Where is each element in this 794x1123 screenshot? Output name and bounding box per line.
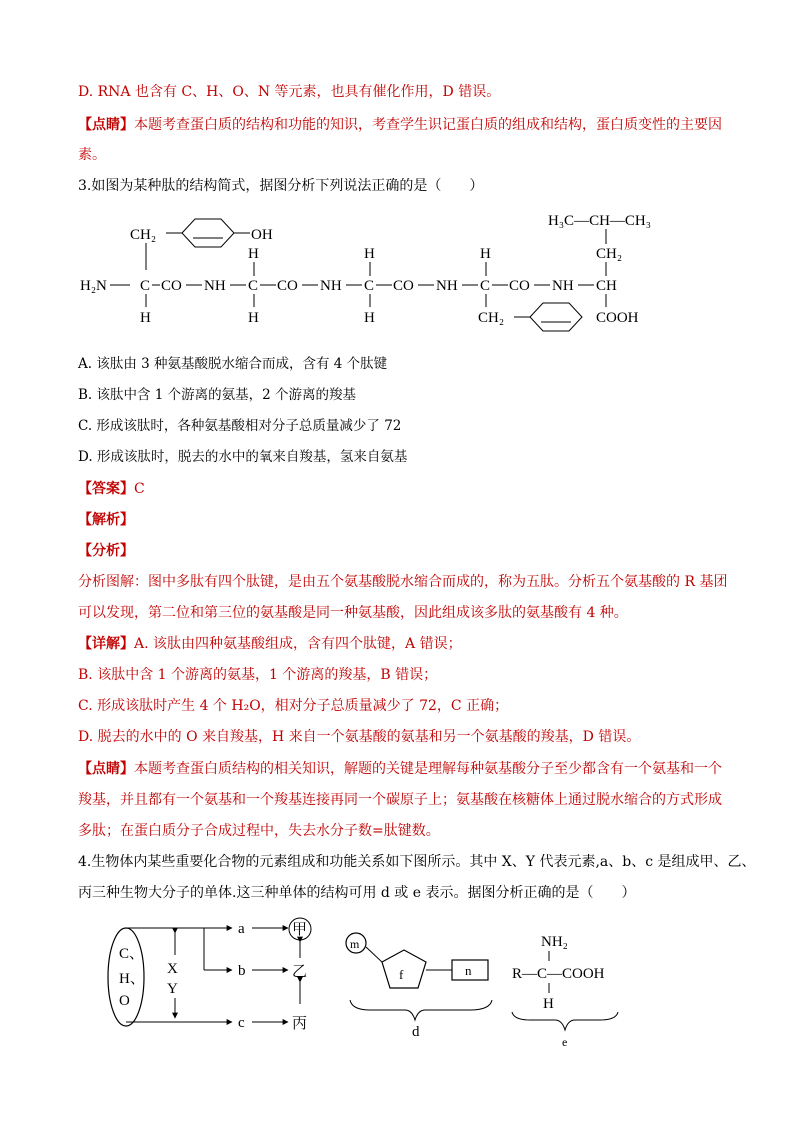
y-label: Y	[167, 981, 178, 997]
q4-stem-a: 4.生物体内某些重要化合物的元素组成和功能关系如下图所示。其中 X、Y 代表元素,a、b、c 是组成甲、乙、	[78, 854, 756, 870]
point2-b: 羧基，并且都有一个氨基和一个羧基连接再同一个碳原子上；氨基酸在核糖体上通过脱水缩合的方式形成	[78, 792, 722, 808]
detail-b: B. 该肽中含 1 个游离的氨基，1 个游离的羧基，B 错误；	[78, 667, 438, 683]
chon-c: C、	[119, 946, 145, 962]
q3-option-b: B. 该肽中含 1 个游离的氨基，2 个游离的羧基	[78, 387, 357, 403]
label-nh2: NH₂	[541, 934, 568, 950]
formula-h-top-4: H	[480, 246, 491, 262]
label-c: c	[238, 1015, 245, 1031]
q3-option-a: A. 该肽由 3 种氨基酸脱水缩合而成，含有 4 个肽键	[78, 356, 388, 372]
formula-c-2: C	[248, 278, 259, 294]
formula-ch-5: CH	[596, 278, 617, 294]
label-m: m	[350, 937, 360, 951]
label-yi: 乙	[292, 964, 308, 980]
point1-text-a: 本题考查蛋白质的结构和功能的知识，考查学生识记蛋白质的组成和结构，蛋白质变性的主要因	[134, 117, 722, 133]
formula-h-top-2: H	[248, 246, 259, 262]
formula-h-bottom-2: H	[248, 310, 259, 326]
formula-ch2-bottom: CH₂	[478, 310, 505, 326]
formula-h-bottom-1: H	[140, 310, 151, 326]
formula-ch2-top: CH₂	[130, 227, 157, 243]
formula-iso-ch2: CH₂	[596, 246, 623, 262]
analysis-tag: 【解析】	[78, 512, 134, 528]
formula-nh-1: NH	[204, 278, 226, 294]
detail-a-text: A. 该肽由四种氨基酸组成，含有四个肽键，A 错误；	[134, 636, 462, 652]
label-n: n	[465, 963, 472, 978]
formula-c-3: C	[364, 278, 375, 294]
formula-nh-4: NH	[552, 278, 574, 294]
answer-value: C	[134, 481, 145, 497]
intro-option-d: D. RNA 也含有 C、H、O、N 等元素，也具有催化作用，D 错误。	[78, 84, 501, 100]
point1-text-b: 素。	[78, 147, 106, 163]
fenxi-tag: 【分析】	[78, 543, 134, 559]
point2-tag: 【点睛】	[78, 761, 134, 777]
detail-d: D. 脱去的水中的 O 来自羧基，H 来自一个氨基酸的氨基和另一个氨基酸的羧基，D 错误。	[78, 729, 641, 745]
formula-c-1: C	[140, 278, 151, 294]
formula-co-3: CO	[393, 278, 414, 294]
formula-cooh: COOH	[596, 310, 639, 326]
label-jia: 甲	[292, 922, 308, 938]
formula-h-top-3: H	[364, 246, 375, 262]
label-r-c-cooh: R—C—COOH	[512, 966, 605, 982]
formula-nh-2: NH	[320, 278, 342, 294]
point2-c: 多肽；在蛋白质分子合成过程中，失去水分子数=肽键数。	[78, 823, 440, 839]
label-e: e	[562, 1035, 568, 1049]
label-b: b	[238, 963, 246, 979]
label-d: d	[412, 1024, 420, 1040]
q3-stem: 3.如图为某种肽的结构简式，据图分析下列说法正确的是（ ）	[78, 178, 484, 194]
point1-tag: 【点睛】	[78, 117, 134, 133]
formula-h-bottom-3: H	[364, 310, 375, 326]
q3-option-c: C. 形成该肽时，各种氨基酸相对分子总质量减少了 72	[78, 418, 402, 434]
answer-tag: 【答案】	[78, 481, 134, 497]
label-h: H	[543, 996, 554, 1012]
formula-c-4: C	[480, 278, 491, 294]
fenxi-text-b: 可以发现，第二位和第三位的氨基酸是同一种氨基酸，因此组成该多肽的氨基酸有 4 种。	[78, 605, 628, 621]
label-f: f	[399, 967, 404, 982]
q3-option-d: D. 形成该肽时，脱去的水中的氧来自羧基，氢来自氨基	[78, 449, 408, 465]
formula-co-1: CO	[161, 278, 182, 294]
x-label: X	[167, 961, 178, 977]
formula-iso-top: H₃C—CH—CH₃	[548, 213, 651, 229]
chon-o: O	[119, 993, 130, 1009]
formula-co-4: CO	[509, 278, 530, 294]
label-a: a	[238, 921, 245, 937]
pentose-ring	[382, 950, 426, 988]
detail-c: C. 形成该肽时产生 4 个 H₂O，相对分子总质量减少了 72，C 正确；	[78, 698, 509, 714]
q4-stem-b: 丙三种生物大分子的单体.这三种单体的结构可用 d 或 e 表示。据图分析正确的是（ ）	[78, 885, 636, 901]
detail-tag: 【详解】	[78, 636, 134, 652]
formula-h2n: H₂N	[80, 278, 107, 294]
fenxi-text-a: 分析图解：图中多肽有四个肽键，是由五个氨基酸脱水缩合而成的，称为五肽。分析五个氨基酸的 R 基团	[78, 574, 728, 590]
formula-oh: OH	[251, 227, 273, 243]
formula-nh-3: NH	[436, 278, 458, 294]
label-bing: 丙	[292, 1016, 308, 1032]
point2-a-text: 本题考查蛋白质结构的相关知识，解题的关键是理解每种氨基酸分子至少都含有一个氨基和一个	[134, 761, 722, 777]
chon-h: H、	[119, 971, 145, 987]
formula-co-2: CO	[277, 278, 298, 294]
